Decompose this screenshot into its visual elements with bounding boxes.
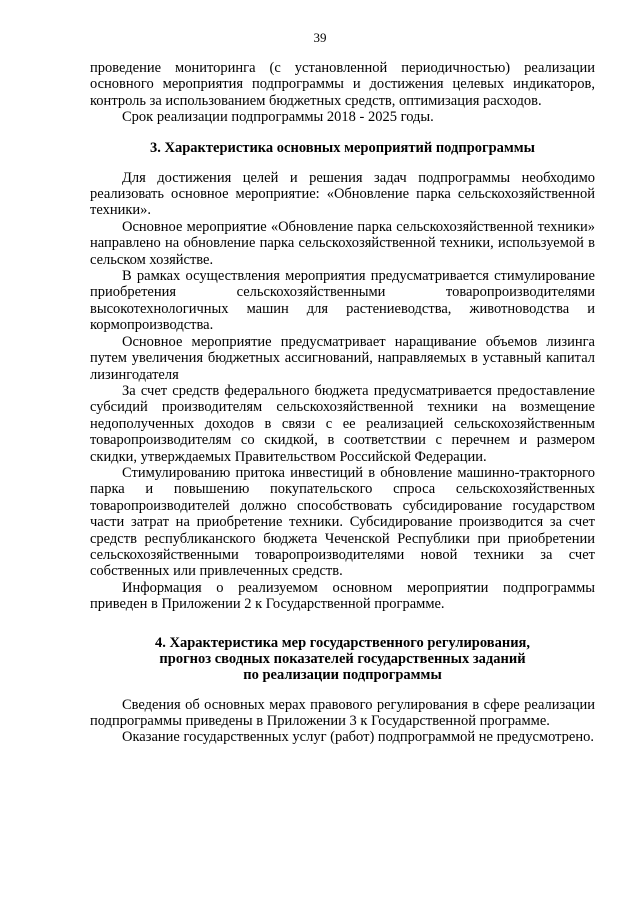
section-4-paragraph: Сведения об основных мерах правового регулирования в сфере реализации подпрограммы приведены в Приложении 3 к Государственной программе.	[90, 696, 595, 729]
section-4-heading	[90, 635, 595, 683]
section-4-heading-line: прогноз сводных показателей государственных заданий	[159, 650, 526, 667]
section-4-paragraph: Оказание государственных услуг (работ) подпрограммой не предусмотрено.	[122, 729, 594, 746]
paragraph-monitoring: проведение мониторинга (с установленной периодичностью) реализации основного мероприятия подпрограммы и достижения целевых индикаторов, контроль за использованием бюджетных средств, оптимизация расходов.	[90, 60, 595, 109]
section-3-paragraph: Стимулированию притока инвестиций в обновление машинно-тракторного парка и повышению покупательского спроса сельскохозяйственных товаропроизводителей должно способствовать субсидирование государством части затрат на приобретение техники. Субсидирование производится за счет средств республиканского бюджета Чеченской Республики при приобретении сельскохозяйственными товаропроизводителями новой техники за счет собственных или привлеченных средств.	[90, 464, 595, 580]
section-3-paragraph: Информация о реализуемом основном мероприятии подпрограммы приведен в Приложении 2 к Государственной программе.	[90, 579, 595, 613]
page-number: 39	[313, 30, 327, 45]
page-content	[90, 60, 595, 746]
section-3-paragraph: Основное мероприятие предусматривает наращивание объемов лизинга путем увеличения бюджетных ассигнований, направляемых в уставный капитал лизингодателя	[90, 333, 595, 383]
section-3-paragraph: За счет средств федерального бюджета предусматривается предоставление субсидий производителям сельскохозяйственной техники на возмещение недополученных доходов в связи с ее реализацией сельскохозяйственным товаропроизводителям со скидкой, в соответствии с перечнем и размером скидки, утверждаемых Правительством Российской Федерации.	[90, 382, 595, 465]
section-3-paragraph: Основное мероприятие «Обновление парка сельскохозяйственной техники» направлено на обновление парка сельскохозяйственной техники, используемой в сельском хозяйстве.	[90, 218, 595, 268]
section-3-paragraph: Для достижения целей и решения задач подпрограммы необходимо реализовать основное мероприятие: «Обновление парка сельскохозяйственной техники».	[90, 169, 595, 219]
section-4-heading-line: по реализации подпрограммы	[243, 666, 442, 683]
section-4-heading-line: 4. Характеристика мер государственного регулирования,	[154, 634, 531, 651]
paragraph-term: Срок реализации подпрограммы 2018 - 2025 годы.	[122, 109, 434, 126]
section-3-paragraph: В рамках осуществления мероприятия предусматривается стимулирование приобретения сельскохозяйственными товаропроизводителями высокотехнологичных машин для растениеводства, животноводства и кормопроизводства.	[90, 268, 595, 334]
section-3-heading: 3. Характеристика основных мероприятий подпрограммы	[150, 139, 535, 156]
